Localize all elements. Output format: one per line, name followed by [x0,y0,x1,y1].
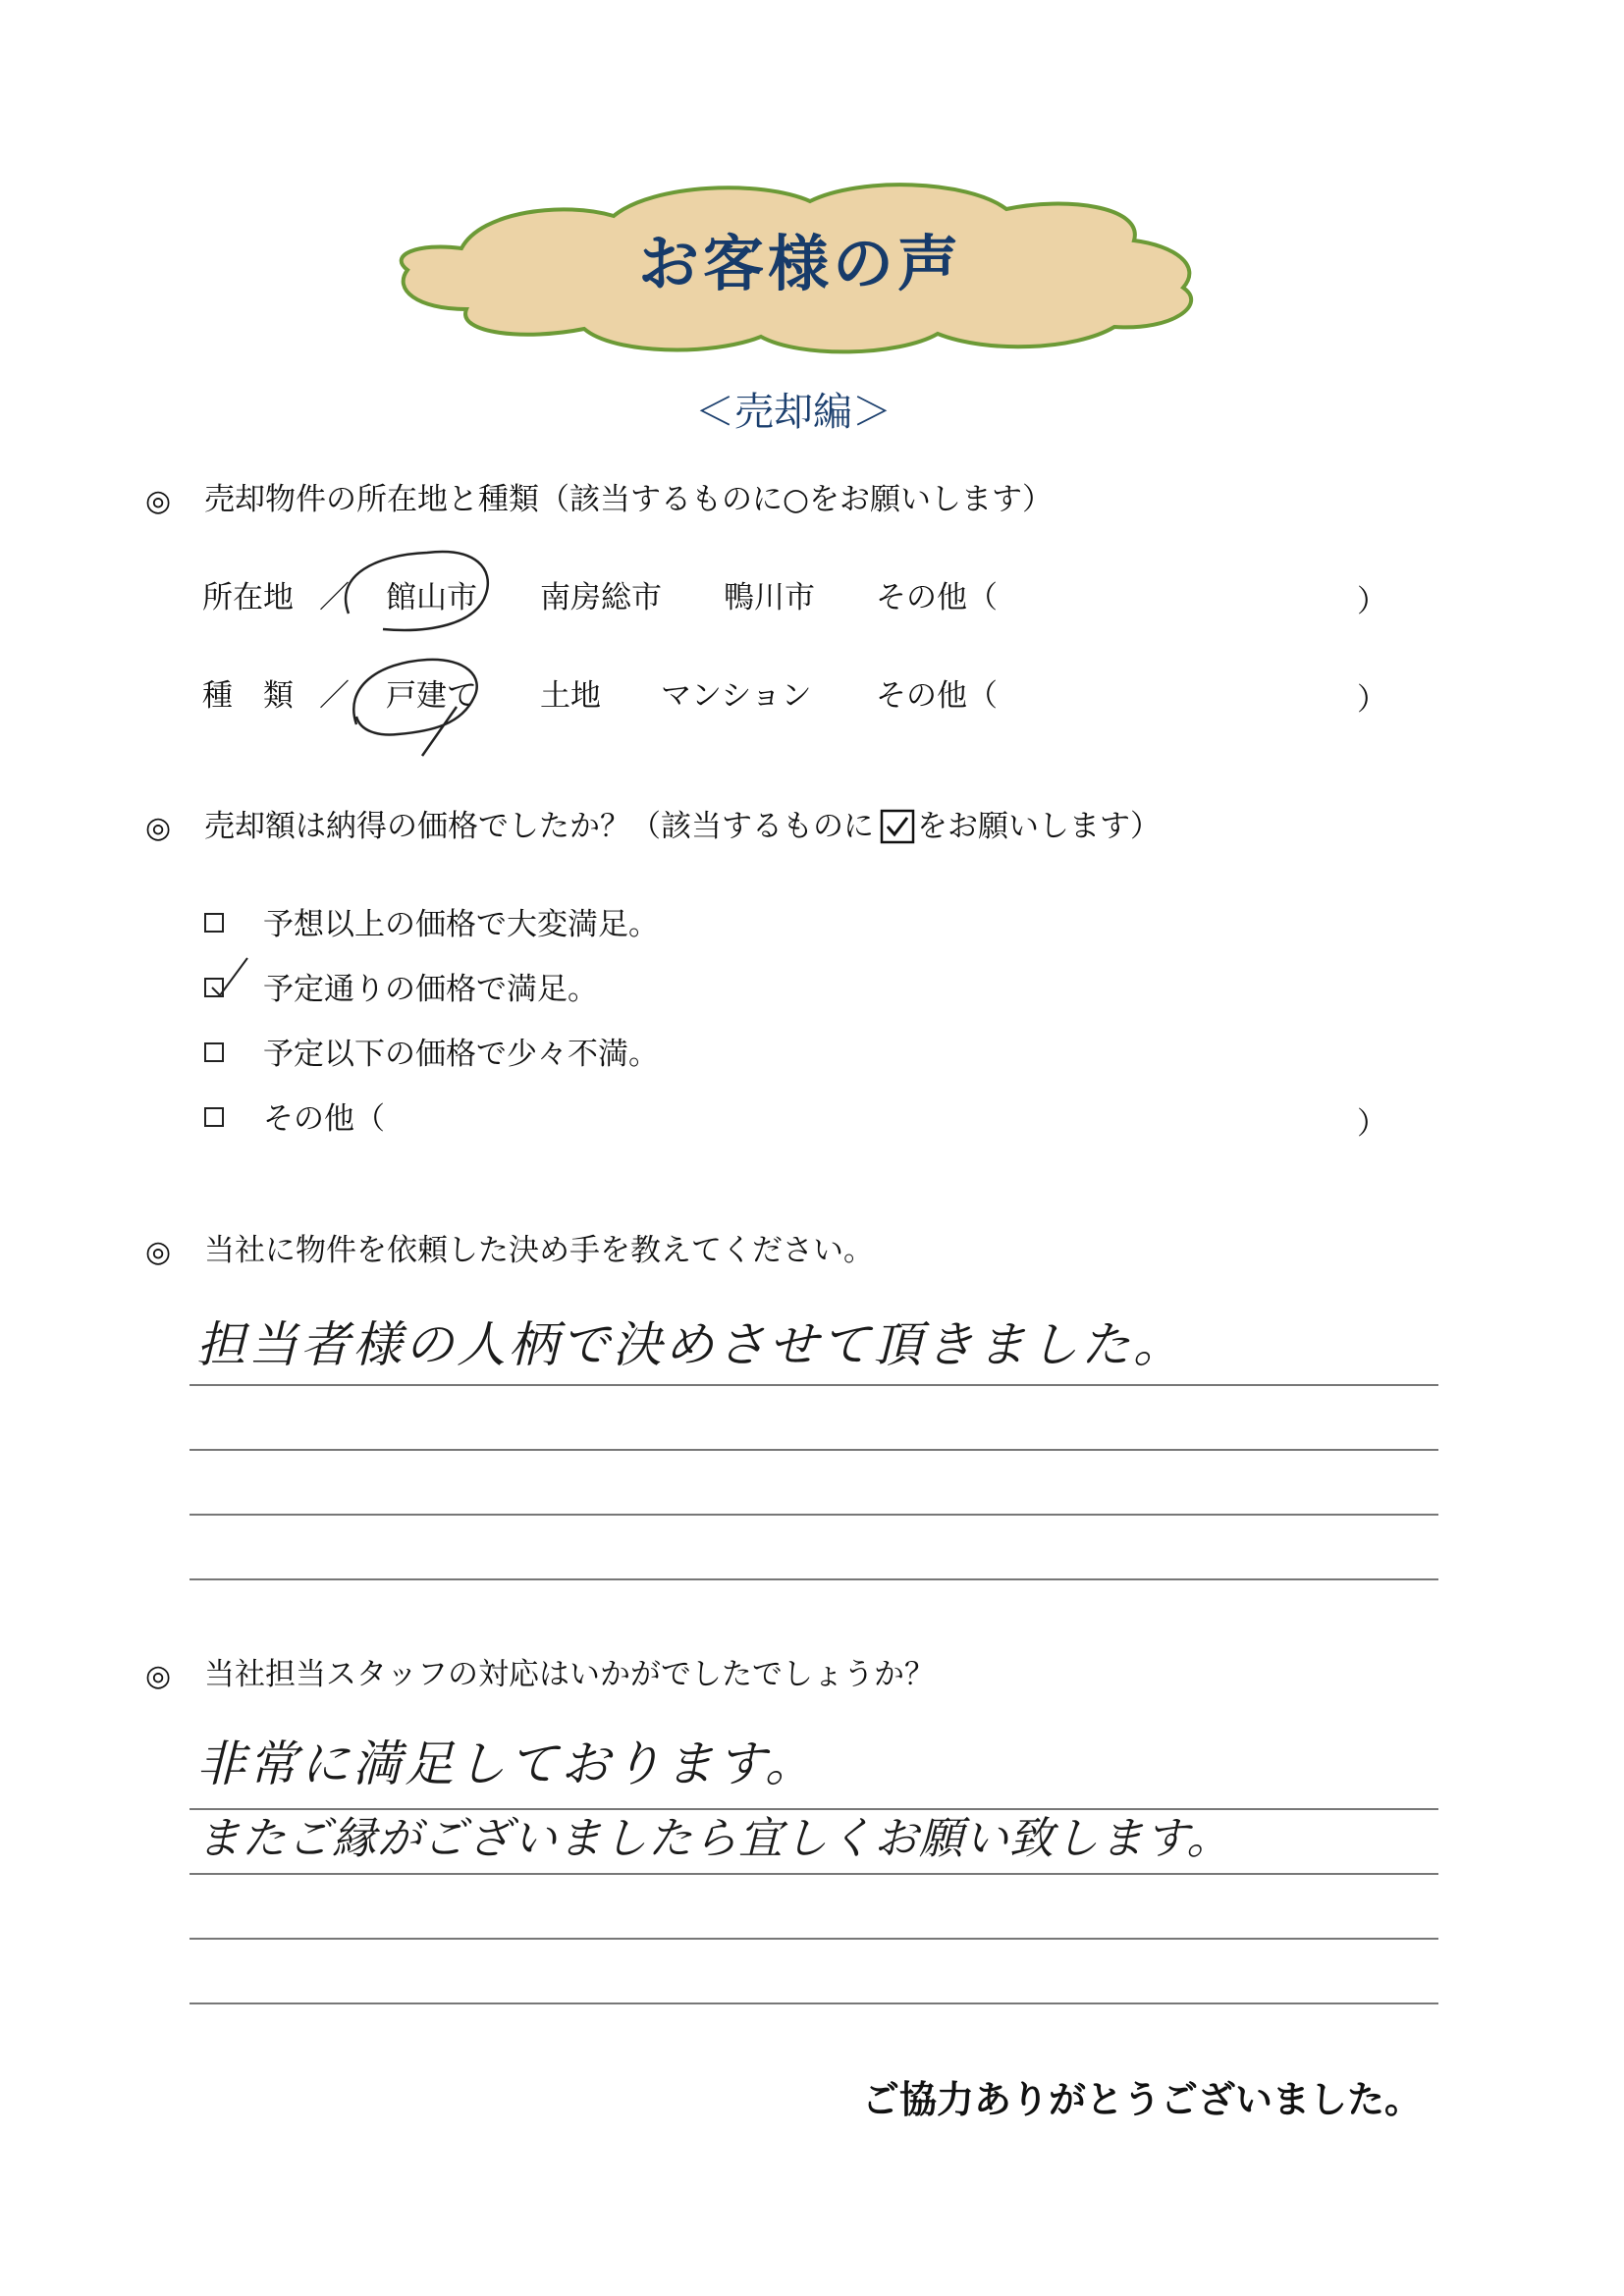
q4-answer-line-2: またご縁がございましたら宜しくお願い致します。 [196,1812,1232,1864]
option-checkbox-4[interactable] [204,1107,224,1127]
q3-answer-line-1: 担当者様の人柄で決めさせて頂きました。 [196,1316,1185,1373]
answer-rule [189,1578,1438,1580]
option-label-3: 予定以下の価格で少々不満。 [263,1037,659,1072]
answer-rule [189,1514,1438,1516]
check-mark-icon [204,952,253,1001]
location-separator: ／ [319,580,350,615]
option-checkbox-1[interactable] [204,913,224,933]
q1-question: 売却物件の所在地と種類（該当するものに○をお願いします） [204,482,1054,517]
answer-rule [189,1808,1438,1810]
type-option-land[interactable]: 土地 [540,678,601,714]
q4-answer-line-1: 非常に満足しております。 [196,1735,817,1792]
answer-rule [189,1449,1438,1451]
location-option-other[interactable]: その他（ [876,580,998,615]
type-selection-circle [339,648,486,761]
location-option-minamiboso[interactable]: 南房総市 [540,580,662,615]
type-option-other[interactable]: その他（ [876,678,998,714]
option-label-2: 予定通りの価格で満足。 [263,972,598,1007]
type-separator: ／ [319,678,350,714]
page-title: お客様の声 [638,228,963,299]
q2-question-suffix: をお願いします） [917,809,1161,844]
page-subtitle: ＜売却編＞ [695,390,892,435]
type-close-paren: ） [1357,682,1387,718]
answer-rule [189,1384,1438,1386]
option-other-close-paren: ） [1357,1106,1387,1142]
q3-bullet: ◎ [145,1235,172,1269]
q1-bullet: ◎ [145,484,172,518]
closing-message: ご協力ありがとうございました。 [862,2078,1423,2121]
location-label: 所在地 [202,580,294,615]
location-selection-circle [339,535,496,643]
type-option-mansion[interactable]: マンション [661,678,812,714]
option-checkbox-3[interactable] [204,1042,224,1062]
location-option-tateyama[interactable]: 館山市 [386,580,477,615]
type-option-house[interactable]: 戸建て [386,678,477,714]
q4-question: 当社担当スタッフの対応はいかがでしたでしょうか？ [204,1657,935,1692]
check-box-icon [880,809,915,844]
type-label: 種 類 [202,678,294,714]
answer-rule [189,2002,1438,2004]
answer-rule [189,1938,1438,1940]
option-label-1: 予想以上の価格で大変満足。 [263,907,659,942]
location-option-kamogawa[interactable]: 鴨川市 [724,580,815,615]
q3-question: 当社に物件を依頼した決め手を教えてください。 [204,1233,874,1268]
q2-question: 売却額は納得の価格でしたか？（該当するものに [204,809,874,844]
answer-rule [189,1873,1438,1875]
q2-bullet: ◎ [145,811,172,845]
location-close-paren: ） [1357,584,1387,619]
option-label-4: その他（ [263,1101,385,1137]
q4-bullet: ◎ [145,1659,172,1693]
